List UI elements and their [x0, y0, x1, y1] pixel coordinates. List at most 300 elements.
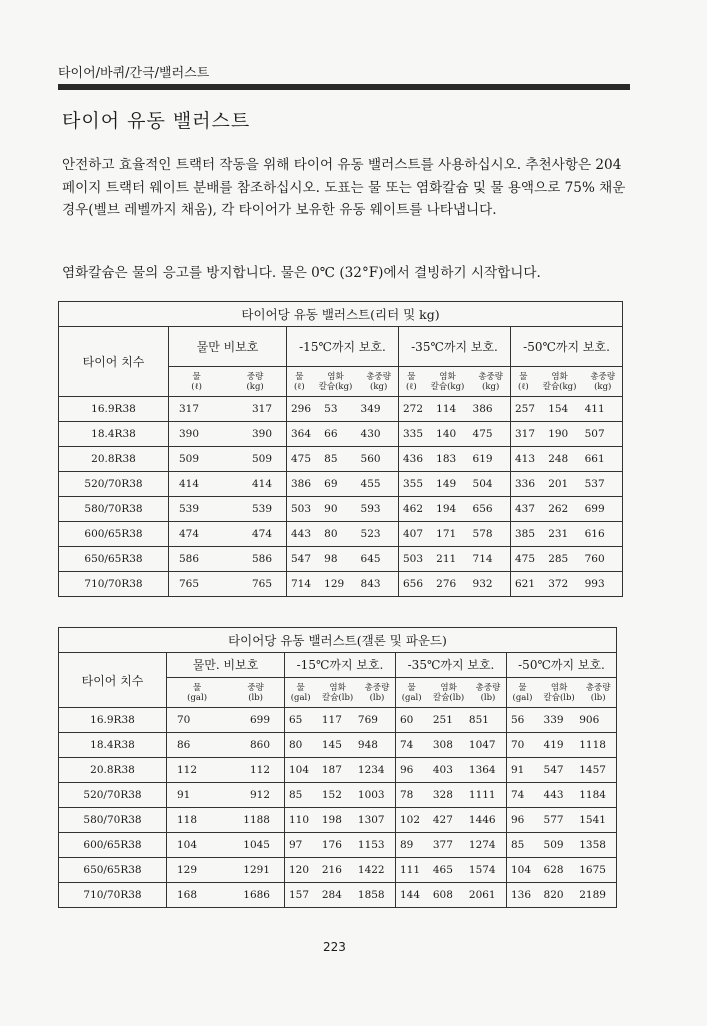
tire-size-cell: 18.4R38	[59, 422, 169, 447]
value-cell	[285, 808, 396, 833]
value-cell	[167, 758, 285, 783]
value: 537	[584, 478, 605, 490]
value: 414	[179, 478, 200, 490]
value-cell	[287, 497, 399, 522]
value: 70	[177, 714, 191, 726]
value: 386	[472, 403, 493, 415]
value: 91	[511, 764, 525, 776]
value-cell	[169, 572, 287, 597]
subheader-cell: 물 (ℓ) 중량 (kg)	[169, 367, 287, 397]
value-cell	[287, 422, 399, 447]
value-cell	[507, 833, 617, 858]
value: 187	[321, 764, 342, 776]
value: 443	[291, 528, 312, 540]
value: 349	[360, 403, 381, 415]
tire-size-cell: 600/65R38	[59, 522, 169, 547]
page-number: 223	[323, 940, 346, 954]
value: 1118	[579, 739, 606, 751]
value: 509	[251, 453, 272, 465]
value: 714	[291, 578, 312, 590]
value: 1574	[468, 864, 496, 876]
value: 251	[432, 714, 453, 726]
value: 372	[548, 578, 569, 590]
value-cell	[511, 497, 623, 522]
value: 403	[432, 764, 453, 776]
value: 336	[515, 478, 536, 490]
group-header: -50℃까지 보호.	[511, 327, 623, 367]
value: 1422	[357, 864, 385, 876]
value-cell	[399, 422, 511, 447]
table-row	[59, 733, 617, 758]
value: 364	[291, 428, 312, 440]
value: 171	[436, 528, 457, 540]
value: 593	[360, 503, 381, 515]
tire-size-cell: 16.9R38	[59, 397, 169, 422]
value: 140	[436, 428, 457, 440]
value-cell	[287, 547, 399, 572]
value: 1234	[357, 764, 385, 776]
value: 503	[403, 553, 424, 565]
value-cell	[167, 833, 285, 858]
value: 285	[548, 553, 569, 565]
value: 507	[584, 428, 605, 440]
table-row	[59, 883, 617, 908]
value: 390	[251, 428, 272, 440]
value: 276	[436, 578, 457, 590]
subheader-cell: 물 (gal) 염화 칼슘(lb) 총중량 (lb)	[507, 678, 617, 708]
value-cell	[169, 397, 287, 422]
table-title: 타이어당 유동 밸러스트(리터 및 kg)	[59, 302, 623, 327]
value: 60	[400, 714, 414, 726]
value: 932	[472, 578, 493, 590]
value: 1446	[468, 814, 496, 826]
value: 427	[432, 814, 453, 826]
subheader-cell: 물 (gal) 중량 (lb)	[167, 678, 285, 708]
value-cell	[511, 422, 623, 447]
value: 547	[543, 764, 564, 776]
value: 1045	[243, 839, 270, 851]
value: 91	[177, 789, 191, 801]
value: 96	[400, 764, 414, 776]
value-cell	[507, 733, 617, 758]
value-cell	[169, 447, 287, 472]
value: 699	[584, 503, 605, 515]
value: 843	[360, 578, 381, 590]
value: 149	[436, 478, 457, 490]
size-header: 타이어 치수	[59, 653, 167, 708]
value: 78	[400, 789, 414, 801]
value: 523	[360, 528, 381, 540]
table-row	[59, 572, 623, 597]
value: 85	[289, 789, 303, 801]
value: 284	[321, 889, 342, 901]
value: 317	[515, 428, 536, 440]
value: 190	[548, 428, 569, 440]
value-cell	[167, 783, 285, 808]
tire-size-cell: 20.8R38	[59, 447, 169, 472]
value: 474	[251, 528, 272, 540]
value-cell	[167, 733, 285, 758]
ballast-table-imperial	[58, 627, 617, 908]
table-row	[59, 808, 617, 833]
value-cell	[399, 522, 511, 547]
value: 906	[579, 714, 600, 726]
value: 1675	[579, 864, 606, 876]
value: 110	[289, 814, 310, 826]
value: 248	[548, 453, 569, 465]
value: 385	[515, 528, 536, 540]
value-cell	[396, 833, 507, 858]
value: 272	[403, 403, 424, 415]
group-header: 물만. 비보호	[167, 653, 285, 678]
subheader-cell: 물 (ℓ) 염화 칼슘(kg) 총중량 (kg)	[399, 367, 511, 397]
tire-size-cell: 650/65R38	[59, 547, 169, 572]
value: 765	[251, 578, 272, 590]
value-cell	[285, 858, 396, 883]
value: 462	[403, 503, 424, 515]
value-cell	[396, 783, 507, 808]
value: 377	[432, 839, 453, 851]
value: 145	[321, 739, 342, 751]
value: 176	[321, 839, 342, 851]
table-title: 타이어당 유동 밸러스트(갤론 및 파운드)	[59, 628, 617, 653]
value-cell	[285, 883, 396, 908]
value: 157	[289, 889, 310, 901]
value: 430	[360, 428, 381, 440]
value: 769	[357, 714, 378, 726]
value: 257	[515, 403, 536, 415]
value: 65	[289, 714, 303, 726]
group-header: 물만 비보호	[169, 327, 287, 367]
value-cell	[396, 858, 507, 883]
value-cell	[396, 733, 507, 758]
value: 96	[511, 814, 525, 826]
value-cell	[167, 708, 285, 733]
value: 411	[584, 403, 605, 415]
value-cell	[287, 472, 399, 497]
table-row	[59, 708, 617, 733]
value: 74	[511, 789, 525, 801]
value-cell	[396, 708, 507, 733]
value: 436	[403, 453, 424, 465]
value: 216	[321, 864, 342, 876]
value: 1274	[468, 839, 496, 851]
value-cell	[399, 497, 511, 522]
value-cell	[167, 883, 285, 908]
value: 56	[511, 714, 525, 726]
subheader-cell: 물 (gal) 염화 칼슘(lb) 총중량 (lb)	[285, 678, 396, 708]
value: 1364	[468, 764, 496, 776]
value: 308	[432, 739, 453, 751]
table-row	[59, 422, 623, 447]
value: 699	[249, 714, 270, 726]
value: 112	[177, 764, 198, 776]
value: 413	[515, 453, 536, 465]
value-cell	[169, 522, 287, 547]
value: 168	[177, 889, 198, 901]
value: 578	[472, 528, 493, 540]
value: 231	[548, 528, 569, 540]
value-cell	[169, 547, 287, 572]
value-cell	[399, 472, 511, 497]
tire-size-cell: 710/70R38	[59, 572, 169, 597]
table-row	[59, 522, 623, 547]
value: 262	[548, 503, 569, 515]
value: 80	[324, 528, 338, 540]
value: 465	[432, 864, 453, 876]
value-cell	[396, 883, 507, 908]
value: 714	[472, 553, 493, 565]
value: 328	[432, 789, 453, 801]
value-cell	[511, 547, 623, 572]
value: 102	[400, 814, 421, 826]
value: 104	[289, 764, 310, 776]
value: 154	[548, 403, 569, 415]
value: 645	[360, 553, 381, 565]
intro-paragraph: 안전하고 효율적인 트랙터 작동을 위해 타이어 유동 밸러스트를 사용하십시오. 추천사항은 204페이지 트랙터 웨이트 분배를 참조하십시오. 도표는 물 또는 염화칼슘 및 물 용액으로 75% 채운 경우(벨브 레벨까지 채움), 각 타이어가 보유한 유동 웨이트를 나타냅니다.	[62, 157, 626, 218]
table-row	[59, 397, 623, 422]
value: 1153	[357, 839, 385, 851]
value: 86	[177, 739, 191, 751]
value: 437	[515, 503, 536, 515]
value: 619	[472, 453, 493, 465]
value: 1541	[579, 814, 606, 826]
value: 120	[289, 864, 310, 876]
value: 661	[584, 453, 605, 465]
value-cell	[167, 808, 285, 833]
value: 90	[324, 503, 338, 515]
value: 129	[324, 578, 345, 590]
value-cell	[511, 397, 623, 422]
table-row	[59, 833, 617, 858]
value-cell	[285, 708, 396, 733]
value: 335	[403, 428, 424, 440]
value: 1291	[243, 864, 270, 876]
value: 201	[548, 478, 569, 490]
value: 144	[400, 889, 421, 901]
value: 912	[249, 789, 270, 801]
value: 2189	[579, 889, 606, 901]
value: 2061	[468, 889, 496, 901]
value: 317	[179, 403, 200, 415]
value: 993	[584, 578, 605, 590]
value: 616	[584, 528, 605, 540]
value-cell	[507, 783, 617, 808]
value: 407	[403, 528, 424, 540]
value-cell	[399, 572, 511, 597]
value: 1858	[357, 889, 385, 901]
value: 117	[321, 714, 342, 726]
value: 509	[179, 453, 200, 465]
value: 198	[321, 814, 342, 826]
value-cell	[511, 447, 623, 472]
value: 136	[511, 889, 532, 901]
running-header: 타이어/바퀴/간극/밸러스트	[58, 66, 210, 81]
subheader-cell: 물 (ℓ) 염화 칼슘(kg) 총중량 (kg)	[287, 367, 399, 397]
value: 539	[179, 503, 200, 515]
table-row	[59, 783, 617, 808]
value-cell	[507, 883, 617, 908]
ballast-table-metric	[58, 301, 623, 597]
value: 414	[251, 478, 272, 490]
subheader-cell: 물 (ℓ) 염화 칼슘(kg) 총중량 (kg)	[511, 367, 623, 397]
value-cell	[399, 547, 511, 572]
value: 1358	[579, 839, 606, 851]
value-cell	[285, 833, 396, 858]
value: 211	[436, 553, 457, 565]
size-header: 타이어 치수	[59, 327, 169, 397]
value-cell	[285, 758, 396, 783]
value-cell	[396, 808, 507, 833]
value: 355	[403, 478, 424, 490]
value: 112	[249, 764, 270, 776]
value: 851	[468, 714, 489, 726]
value-cell	[507, 758, 617, 783]
value-cell	[169, 422, 287, 447]
value: 656	[472, 503, 493, 515]
value: 390	[179, 428, 200, 440]
tire-size-cell: 16.9R38	[59, 708, 167, 733]
value: 628	[543, 864, 564, 876]
value-cell	[507, 808, 617, 833]
tire-size-cell: 600/65R38	[59, 833, 167, 858]
value: 1686	[243, 889, 270, 901]
value: 860	[249, 739, 270, 751]
value-cell	[287, 572, 399, 597]
value: 53	[324, 403, 338, 415]
value: 547	[291, 553, 312, 565]
value: 608	[432, 889, 453, 901]
value: 1457	[579, 764, 606, 776]
value: 1111	[468, 789, 496, 801]
value: 70	[511, 739, 525, 751]
tire-size-cell: 18.4R38	[59, 733, 167, 758]
tire-size-cell: 20.8R38	[59, 758, 167, 783]
table-row	[59, 472, 623, 497]
value: 85	[324, 453, 338, 465]
value: 760	[584, 553, 605, 565]
value: 765	[179, 578, 200, 590]
value: 98	[324, 553, 338, 565]
value: 114	[436, 403, 457, 415]
value: 104	[177, 839, 198, 851]
value-cell	[399, 447, 511, 472]
value-cell	[287, 447, 399, 472]
value: 455	[360, 478, 381, 490]
value: 509	[543, 839, 564, 851]
value-cell	[507, 858, 617, 883]
tire-size-cell: 580/70R38	[59, 497, 169, 522]
value: 560	[360, 453, 381, 465]
table-row	[59, 447, 623, 472]
value: 80	[289, 739, 303, 751]
value: 577	[543, 814, 564, 826]
value: 1307	[357, 814, 385, 826]
value-cell	[169, 497, 287, 522]
value: 129	[177, 864, 198, 876]
tire-size-cell: 520/70R38	[59, 783, 167, 808]
value-cell	[167, 858, 285, 883]
value: 475	[515, 553, 536, 565]
value: 419	[543, 739, 564, 751]
value: 152	[321, 789, 342, 801]
group-header: -50℃까지 보호.	[507, 653, 617, 678]
value: 111	[400, 864, 421, 876]
value: 69	[324, 478, 338, 490]
header-rule	[58, 84, 630, 90]
value: 89	[400, 839, 414, 851]
value: 339	[543, 714, 564, 726]
value: 386	[291, 478, 312, 490]
value-cell	[285, 783, 396, 808]
group-header: -15℃까지 보호.	[287, 327, 399, 367]
value-cell	[511, 572, 623, 597]
value: 74	[400, 739, 414, 751]
table-row	[59, 758, 617, 783]
value: 475	[472, 428, 493, 440]
value: 1188	[243, 814, 270, 826]
value: 104	[511, 864, 532, 876]
value-cell	[511, 472, 623, 497]
value: 475	[291, 453, 312, 465]
tire-size-cell: 520/70R38	[59, 472, 169, 497]
value: 504	[472, 478, 493, 490]
group-header: -15℃까지 보호.	[285, 653, 396, 678]
value-cell	[285, 733, 396, 758]
value: 1003	[357, 789, 385, 801]
value-cell	[169, 472, 287, 497]
value: 586	[179, 553, 200, 565]
tire-size-cell: 710/70R38	[59, 883, 167, 908]
value: 586	[251, 553, 272, 565]
value-cell	[511, 522, 623, 547]
value: 194	[436, 503, 457, 515]
value: 66	[324, 428, 338, 440]
value: 1184	[579, 789, 606, 801]
value: 503	[291, 503, 312, 515]
value: 118	[177, 814, 198, 826]
value-cell	[507, 708, 617, 733]
value: 656	[403, 578, 424, 590]
value-cell	[399, 397, 511, 422]
value: 621	[515, 578, 536, 590]
tire-size-cell: 650/65R38	[59, 858, 167, 883]
group-header: -35℃까지 보호.	[399, 327, 511, 367]
subheader-cell: 물 (gal) 염화 칼슘(lb) 총중량 (lb)	[396, 678, 507, 708]
value: 317	[251, 403, 272, 415]
value: 820	[543, 889, 564, 901]
tire-size-cell: 580/70R38	[59, 808, 167, 833]
table-row	[59, 547, 623, 572]
section-title: 타이어 유동 밸러스트	[62, 110, 251, 132]
value: 443	[543, 789, 564, 801]
group-header: -35℃까지 보호.	[396, 653, 507, 678]
value: 85	[511, 839, 525, 851]
value: 183	[436, 453, 457, 465]
value: 948	[357, 739, 378, 751]
value: 97	[289, 839, 303, 851]
value: 539	[251, 503, 272, 515]
value-cell	[287, 397, 399, 422]
table-row	[59, 497, 623, 522]
value: 1047	[468, 739, 496, 751]
calcium-note: 염화칼슘은 물의 응고를 방지합니다. 물은 0℃ (32°F)에서 결빙하기 시작합니다.	[62, 265, 541, 281]
value: 474	[179, 528, 200, 540]
value: 296	[291, 403, 312, 415]
value-cell	[396, 758, 507, 783]
value-cell	[287, 522, 399, 547]
table-row	[59, 858, 617, 883]
